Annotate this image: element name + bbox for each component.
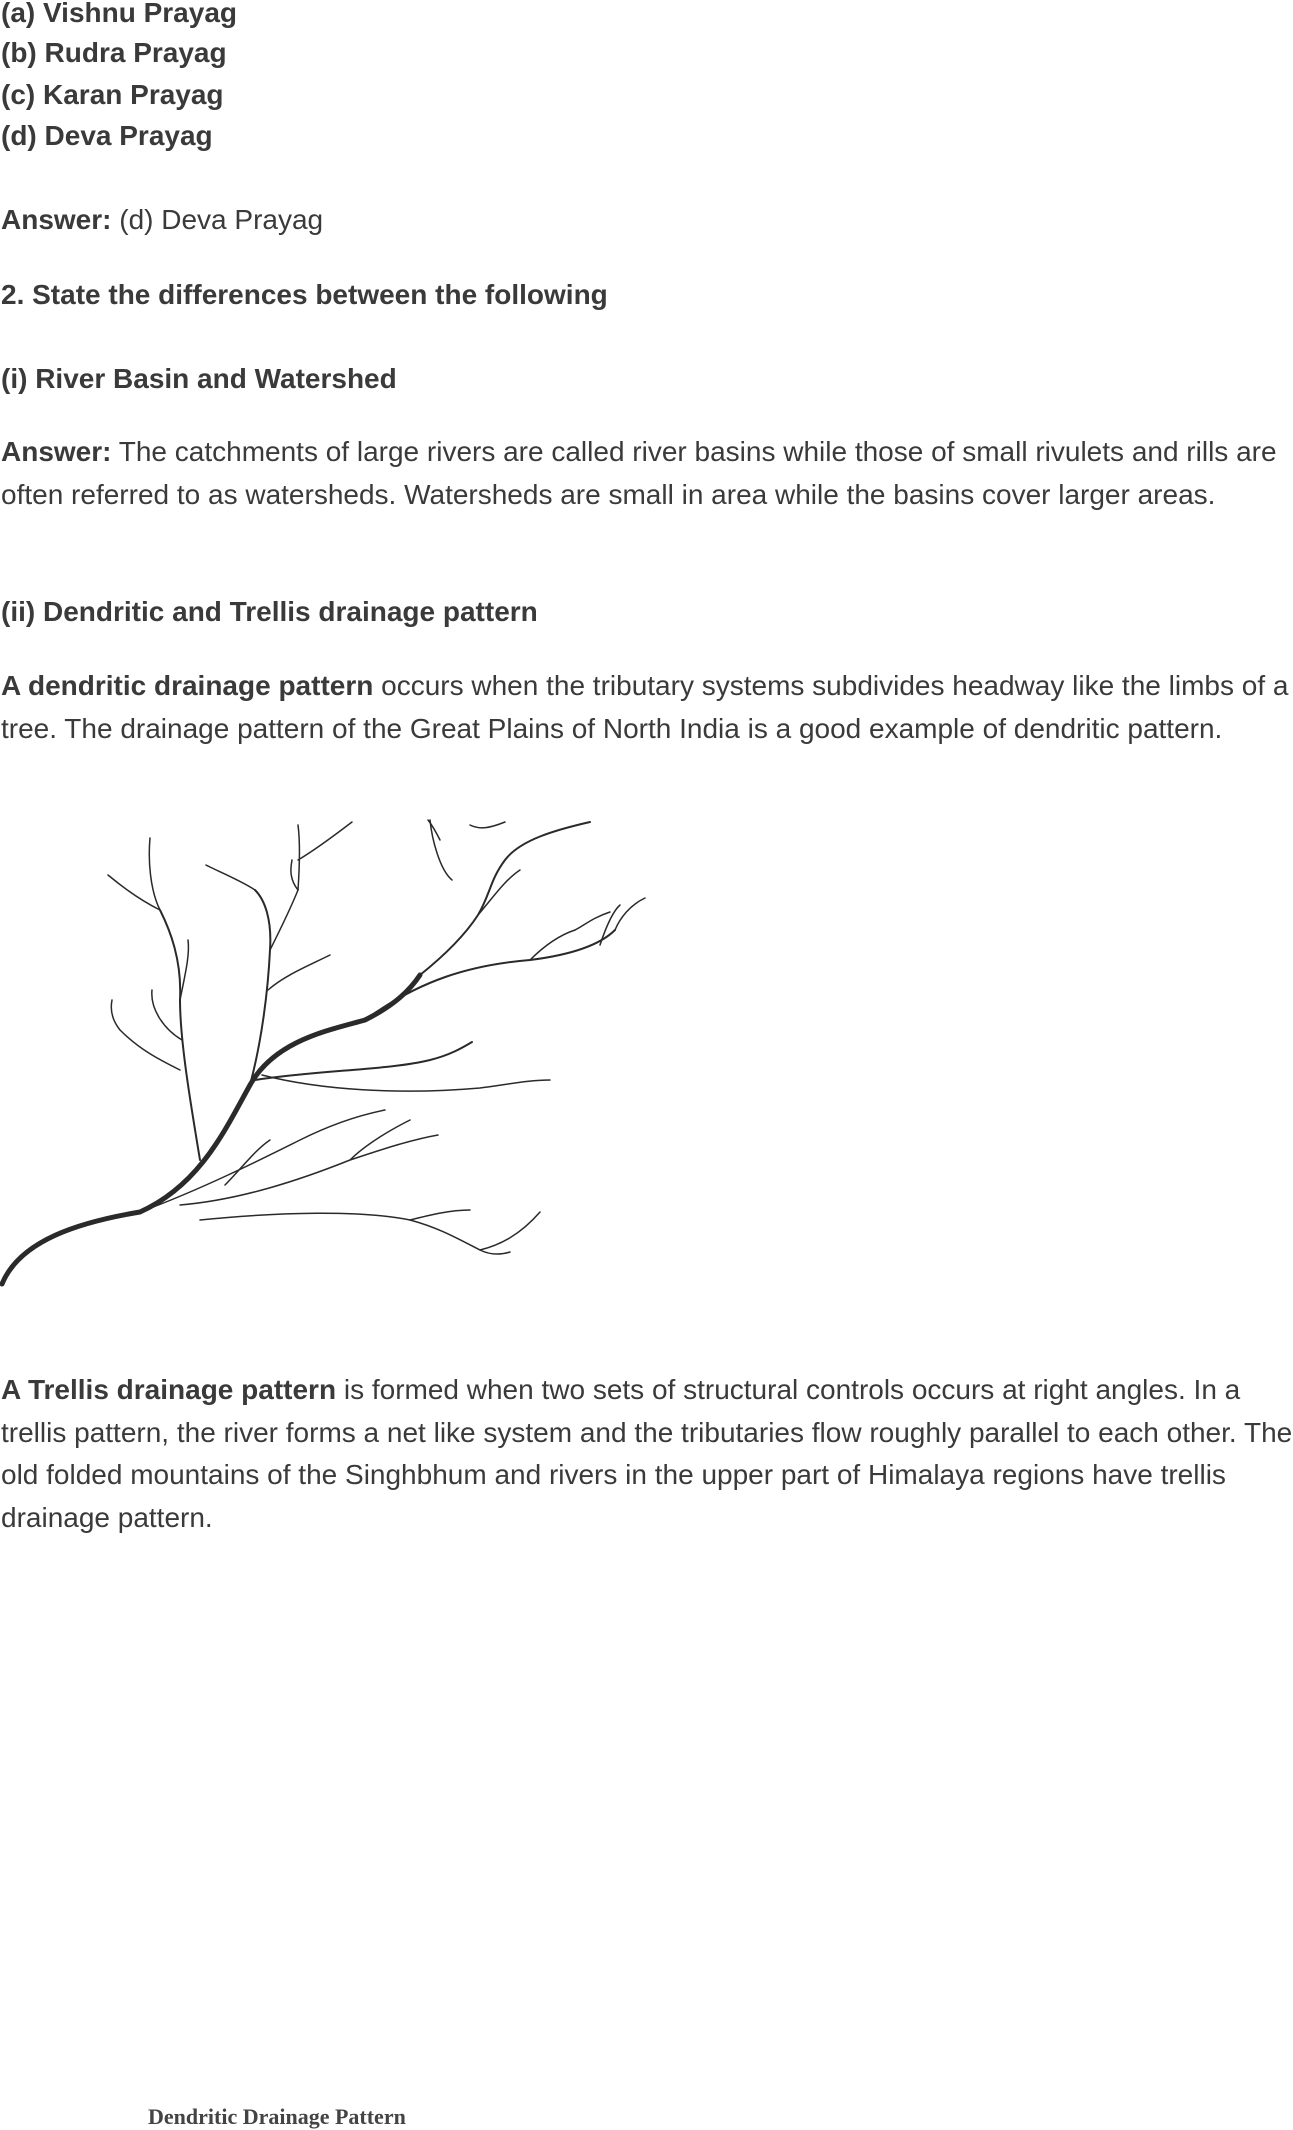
tributary: [149, 838, 160, 910]
tributary: [250, 890, 270, 1085]
answer-1: [1, 199, 323, 241]
tributary: [270, 890, 298, 950]
part-i-answer-text: The catchments of large rivers are called river basins while those of small rivulets and rills are often referred to as watersheds. Watersheds are small in area while the basins cover larger areas.: [1, 436, 1277, 510]
tributary: [200, 1213, 480, 1250]
trellis-paragraph: [1, 1369, 1293, 1539]
option-a: (a) Vishnu Prayag: [1, 0, 238, 28]
option-c: (c) Karan Prayag: [1, 79, 224, 110]
tributary: [480, 1250, 510, 1254]
tributary: [420, 822, 590, 975]
dendritic-drainage-diagram: [0, 818, 660, 1328]
tributary: [180, 1135, 438, 1205]
figure-caption: Dendritic Drainage Pattern: [148, 2104, 406, 2129]
tributary: [180, 940, 188, 1000]
tributary: [111, 1000, 180, 1070]
tributary: [152, 990, 182, 1040]
tributary: [206, 865, 255, 890]
question-2-title: 2. State the differences between the following: [1, 279, 608, 310]
tributary: [160, 910, 200, 1160]
tributary: [365, 930, 615, 1020]
tributary: [410, 1210, 470, 1220]
tributary: [291, 860, 298, 890]
part-ii-heading: (ii) Dendritic and Trellis drainage pattern: [1, 596, 538, 627]
tributary: [225, 1140, 270, 1185]
tributary: [480, 1212, 540, 1250]
part-i-answer-label: Answer:: [1, 436, 112, 467]
tributary: [262, 1075, 550, 1091]
tributary: [350, 1120, 410, 1160]
main-river: [2, 975, 420, 1284]
dendritic-paragraph: [1, 665, 1293, 750]
part-i-heading: (i) River Basin and Watershed: [1, 363, 397, 394]
tributary: [298, 822, 352, 860]
part-i-answer: [1, 431, 1293, 516]
tributary: [575, 912, 610, 930]
option-b: (b) Rudra Prayag: [1, 37, 227, 68]
tributary: [470, 822, 505, 828]
trellis-text: is formed when two sets of structural controls occurs at right angles. In a trellis pattern, the river forms a net like system and the tributaries flow roughly parallel to each other. The old folded mountains of the Singhbhum and rivers in the upper part of Himalaya regions have trellis drainage pattern.: [1, 1374, 1293, 1533]
tributary: [615, 898, 645, 930]
answer-1-label: Answer:: [1, 204, 112, 235]
tributary: [268, 955, 330, 990]
dendritic-text: occurs when the tributary systems subdivides headway like the limbs of a tree. The drainage pattern of the Great Plains of North India is a good example of dendritic pattern.: [1, 670, 1289, 744]
answer-1-text: (d) Deva Prayag: [111, 204, 324, 235]
tributary: [478, 870, 520, 915]
trellis-term: A Trellis drainage pattern: [1, 1374, 337, 1405]
tributary: [108, 875, 160, 910]
tributary: [298, 825, 300, 890]
dendritic-term: A dendritic drainage pattern: [1, 670, 374, 701]
tributary: [428, 820, 440, 840]
option-d: (d) Deva Prayag: [1, 120, 213, 151]
